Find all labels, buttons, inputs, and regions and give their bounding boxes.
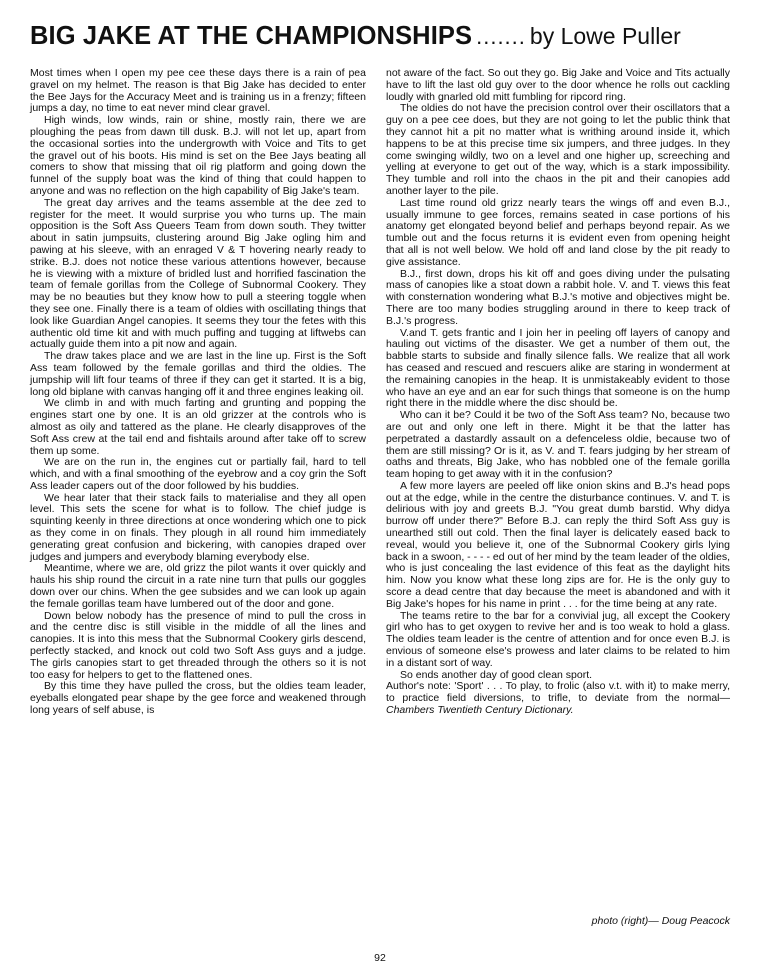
paragraph: The oldies do not have the precision control over their oscillators that a guy on a pee cee does, but they are not going to let the public think that they cannot hit a pit no matter what is writhing around inside it, which happens to be at this precise time six jumpers, and three judges. In they come swinging wildly, two on a level and one higher up, screeching and yelling at everyone to get out of the way, which is a stark impossibility. They tumble and roll into the chaos in the pit and their canopies add another layer to the pile.: [386, 102, 730, 197]
paragraph: not aware of the fact. So out they go. Big Jake and Voice and Tits actually have to lift the last old guy over to the door whence he rolls out cackling loudly with gnarled old mitt fumbling for ripcord ring.: [386, 67, 730, 103]
paragraph: Last time round old grizz nearly tears the wings off and even B.J., usually immune to gee forces, remains seated in case portions of his anatomy get elongated beyond belief and perhaps beyond repair. As we tumble out and the focus returns it is evident even from opening height that all is not well below. We hold off and land close by the pit ready to give assistance.: [386, 196, 730, 268]
paragraph: High winds, low winds, rain or shine, mostly rain, there we are ploughing the peas from dawn till dusk. B.J. will not let up, apart from the occasional sorties into the undergrowth with Voice and Tits to get the gravel out of his boots. His mind is set on the Bee Jays beating all comers to show that missing that oil rig platform and going down the funnel of the supply boat was the kind of thing that could happen to anyone and was no reflection on the high capability of Big Jake's team.: [30, 114, 366, 197]
paragraph: V.and T. gets frantic and I join her in peeling off layers of canopy and hauling out victims of the disaster. We get a number of them out, the babble starts to subside and finally silence falls. We realize that all work has ceased and rescued and rescuers alike are staring in wonderment at the remaining canopies in the heap. It is unmistakeably evident to those who have an eye and an ear for such things that someone is on the hump right there in the middle where the disc should be.: [386, 326, 730, 410]
paragraph: A few more layers are peeled off like onion skins and B.J's head pops out at the edge, while in the centre the disturbance continues. V. and T. is delirious with joy and greets B.J. "You great dumb barstid. Why didya burrow off under there?" Before B.J. can reply the third Soft Ass guy is unearthed still out cold. Then the final layer is delicately eased back to reveal, would you believe it, one of the Subnormal Cookery girls lying back in a swoon, - - - - ed out of her mind by the team leader of the oldies, who is just concealing the last evidence of this feat as the daylight hits him. Now you know what these long zips are for. He is the only guy to score a dead centre that day because the meet is abandoned and with it Big Jake's hopes for his name in print . . . for the time being at any rate.: [386, 479, 730, 610]
paragraph: Meantime, where we are, old grizz the pilot wants it over quickly and hauls his ship round the circuit in a rate nine turn that pulls our goggles down over our chins. When the gee subsides and we can look up again the female gorillas team have lumbered out of the door and gone.: [30, 562, 366, 610]
paragraph: We climb in and with much farting and grunting and popping the engines start one by one. It is an old grizzer at the controls who is almost as oily and tattered as the plane. He clearly disapproves of the Soft Ass crew at the tail end and fishtails around after take off to screw them up some.: [30, 397, 366, 457]
paragraph: We hear later that their stack fails to materialise and they all open level. This sets the scene for what is to follow. The chief judge is squinting keenly in three directions at once wondering which one to pick as they come in on finals. They plough in all round him immediately generating great confusion and bickering, with canopies draped over judges and jumpers and everybody blaming everybody else.: [30, 491, 366, 563]
paragraph: The teams retire to the bar for a convivial jug, all except the Cookery girl who has to get oxygen to revive her and is too weak to hold a glass. The oldies team leader is the centre of attention and for once even B.J. is envious of someone else's prowess and later claims to be related to him in a distant sort of way.: [386, 609, 730, 669]
paragraph: The draw takes place and we are last in the line up. First is the Soft Ass team followed by the female gorillas and third the oldies. The jumpship will lift four teams of three if they can get it started. It is a big, long old biplane with canvas hanging off it and three engines leaking oil.: [30, 350, 366, 398]
byline: by Lowe Puller: [529, 23, 681, 49]
paragraph: Down below nobody has the presence of mind to pull the cross in and the centre disc is still visible in the middle of all the lines and canopies. It is into this mess that the Subnormal Cookery girls descend, perfectly stacked, and knock out cold two Soft Ass guys and a judge. The girls canopies start to get threaded through the others so it is not too easy for helpers to get to the flattened ones.: [30, 609, 366, 681]
author-note: [386, 681, 730, 716]
paragraph: Who can it be? Could it be two of the Soft Ass team? No, because two are out and only one left in there. Might it be that the latter has perpetrated a dastardly assault on a defenceless oldie, because two of them are still missing? Or is it, as V. and T. fears judging by her stream of oaths and threats, Big Jake, who has nobbled one of the female gorilla team hoping to get away with it in the confusion?: [386, 409, 730, 481]
author-note-source: Chambers Twentieth Century Dictionary.: [386, 704, 574, 717]
photo-credit: photo (right)— Doug Peacock: [591, 915, 730, 927]
left-column: [30, 68, 366, 717]
article-headline: [30, 22, 730, 62]
right-column: [386, 68, 730, 717]
title-dots: .......: [476, 24, 526, 49]
paragraph: So ends another day of good clean sport.: [400, 668, 593, 681]
paragraph: B.J., first down, drops his kit off and goes diving under the pulsating mass of canopies like a stoat down a rabbit hole. V. and T. views this feat with consternation wondering what B.J.'s motive and objectives might be. There are too many bodies struggling around in there to keep track of B.J.'s progress.: [386, 267, 730, 327]
paragraph: The great day arrives and the teams assemble at the dee zed to register for the meet. It would surprise you who turns up. The main opposition is the Soft Ass Queers Team from down south. They twitter about in satin jumpsuits, clustering around Big Jake ogling him and pawing at his sleeve, with an enraged V & T hovering nearly ready to strike. B.J. does not notice these various attentions however, because he is viewing with a mixture of bridled lust and horrified fascination the team of female gorillas from the College of Subnormal Cookery. They may be no beauties but they know how to pull a steering toggle when they see one. Finally there is a team of oldies with oscillating things that look like Guardian Angel canopies. It seems they tour the fetes with this authentic old time kit and with much puffing and tugging at liftwebs can actually guide them into a pit now and again.: [30, 196, 366, 351]
article-title: BIG JAKE AT THE CHAMPIONSHIPS: [30, 22, 473, 50]
paragraph: Most times when I open my pee cee these days there is a rain of pea gravel on my helmet. The reason is that Big Jake has decided to enter the Bee Jays for the Accuracy Meet and is training us in a frenzy; fifteen jumps a day, no time to eat never mind clear gravel.: [30, 67, 366, 115]
author-note-text: Author's note: 'Sport' . . . To play, to frolic (also v.t. with it) to make merry, to practice field diversions, to trifle, to deviate from the normal—: [386, 680, 730, 705]
paragraph: By this time they have pulled the cross, but the oldies team leader, eyeballs elongated pear shape by the gee force and weakened through long years of self abuse, is: [30, 680, 366, 717]
paragraph: We are on the run in, the engines cut or partially fail, hard to tell which, and with a final smoothing of the eyebrow and a coy grin the Soft Ass leader capers out of the door followed by his buddies.: [30, 456, 366, 492]
page-number: 92: [374, 952, 386, 964]
